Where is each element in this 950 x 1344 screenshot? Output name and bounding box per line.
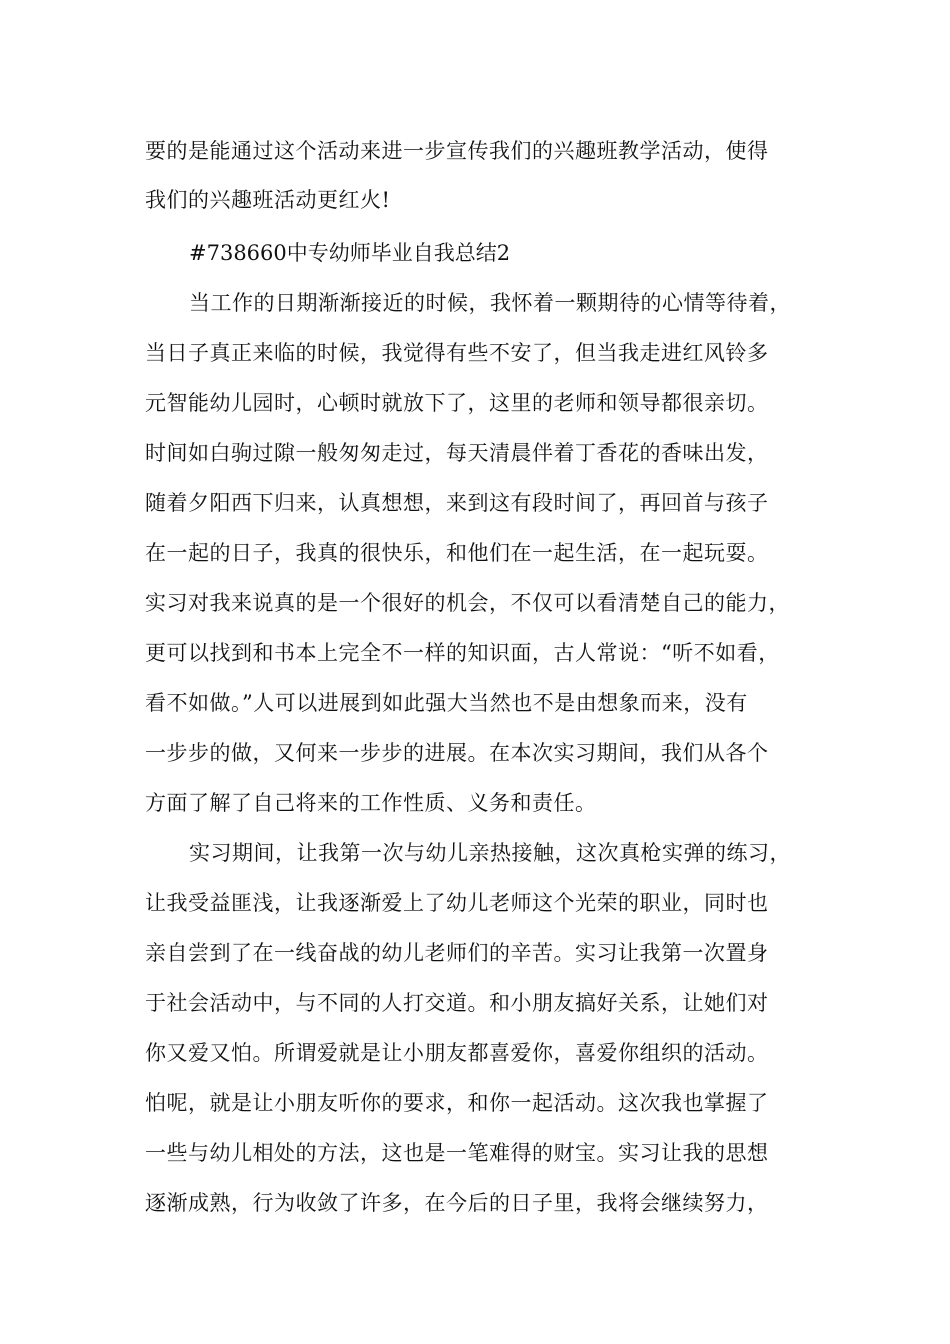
text-line: 于社会活动中，与不同的人打交道。和小朋友搞好关系，让她们对 [145,991,769,1015]
text-line: 一些与幼儿相处的方法，这也是一笔难得的财宝。实习让我的思想 [145,1141,769,1165]
text-line: 时间如白驹过隙一般匆匆走过，每天清晨伴着丁香花的香味出发， [145,441,769,465]
text-line: 实习对我来说真的是一个很好的机会，不仅可以看清楚自己的能力， [145,591,790,615]
text-line: 怕呢，就是让小朋友听你的要求，和你一起活动。这次我也掌握了 [145,1091,769,1115]
text-line: 方面了解了自己将来的工作性质、义务和责任。 [145,791,597,815]
text-line: 你又爱又怕。所谓爱就是让小朋友都喜爱你，喜爱你组织的活动。 [145,1041,769,1065]
text-line: 我们的兴趣班活动更红火! [145,188,391,212]
text-line: 实习期间，让我第一次与幼儿亲热接触，这次真枪实弹的练习， [189,841,791,865]
text-line: 让我受益匪浅，让我逐渐爱上了幼儿老师这个光荣的职业，同时也 [145,891,769,915]
text-line: 亲自尝到了在一线奋战的幼儿老师们的辛苦。实习让我第一次置身 [145,941,769,965]
text-line: 要的是能通过这个活动来进一步宣传我们的兴趣班教学活动，使得 [145,139,769,163]
text-line: 更可以找到和书本上完全不一样的知识面，古人常说：“听不如看， [145,641,780,665]
text-line: 一步步的做，又何来一步步的进展。在本次实习期间，我们从各个 [145,741,769,765]
text-line: 当工作的日期渐渐接近的时候，我怀着一颗期待的心情等待着， [189,291,791,315]
text-line: 看不如做。”人可以进展到如此强大当然也不是由想象而来，没有 [145,691,748,715]
text-line: 当日子真正来临的时候，我觉得有些不安了，但当我走进红风铃多 [145,341,769,365]
text-line: 元智能幼儿园时，心顿时就放下了，这里的老师和领导都很亲切。 [145,391,769,415]
text-line: 在一起的日子，我真的很快乐，和他们在一起生活，在一起玩耍。 [145,541,769,565]
text-line: 逐渐成熟，行为收敛了许多，在今后的日子里，我将会继续努力， [145,1191,769,1215]
text-line: 随着夕阳西下归来，认真想想，来到这有段时间了，再回首与孩子 [145,491,769,515]
section-heading: #738660中专幼师毕业自我总结2 [189,241,511,265]
